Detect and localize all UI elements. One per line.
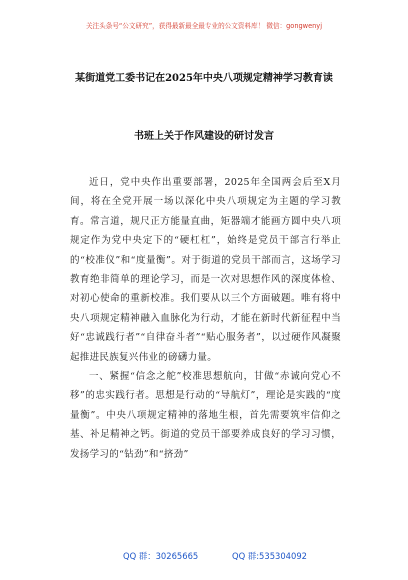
header-banner: 关注头条号“公文研究”，获得最新最全最专业的公文资料库！ 微信：gongwenyj	[85, 22, 323, 30]
paragraph-section-1: 一、紧握“信念之舵”校准思想航向，甘做“赤诚向党心不移”的忠实践行者。思想是行动的“导航灯”，理论是实践的“度量衡”。中央八项规定精神的落地生根，首先需要筑牢信仰之基、补足精神之钙。街道的党员干部要养成良好的学习习惯，发扬学习的“钻劲”和“挤劲”	[70, 371, 341, 460]
document-body	[70, 173, 341, 464]
footer-qq-group-2: QQ 群:535304092	[232, 551, 307, 561]
paragraph-intro: 近日，党中央作出重要部署，2025年全国两会后至X月间，将在全党开展一场以深化中央八项规定为主题的学习教育。常言道，规尺正方能量直曲，矩器端才能画方圆中央八项规定作为党中央定下的“硬杠杠”，始终是党员干部言行举止的“校准仪”和“度量衡”。对于街道的党员干部而言，这场学习教育绝非简单的理论学习，而是一次对思想作风的深度体检、对初心使命的重新校准。我们要从以三个方面破题。唯有将中央八项规定精神融入血脉化为行动，才能在新时代新征程中当好“忠诚践行者”“自律奋斗者”“贴心服务者”，以过硬作风凝聚起推进民族复兴伟业的磅礴力量。	[70, 177, 341, 363]
document-title-line-2: 书班上关于作风建设的研讨发言	[134, 131, 274, 142]
document-title-line-1: 某街道党工委书记在2025年中央八项规定精神学习教育读	[75, 73, 333, 84]
footer-qq-group-1: QQ 群：30265665	[123, 551, 199, 561]
